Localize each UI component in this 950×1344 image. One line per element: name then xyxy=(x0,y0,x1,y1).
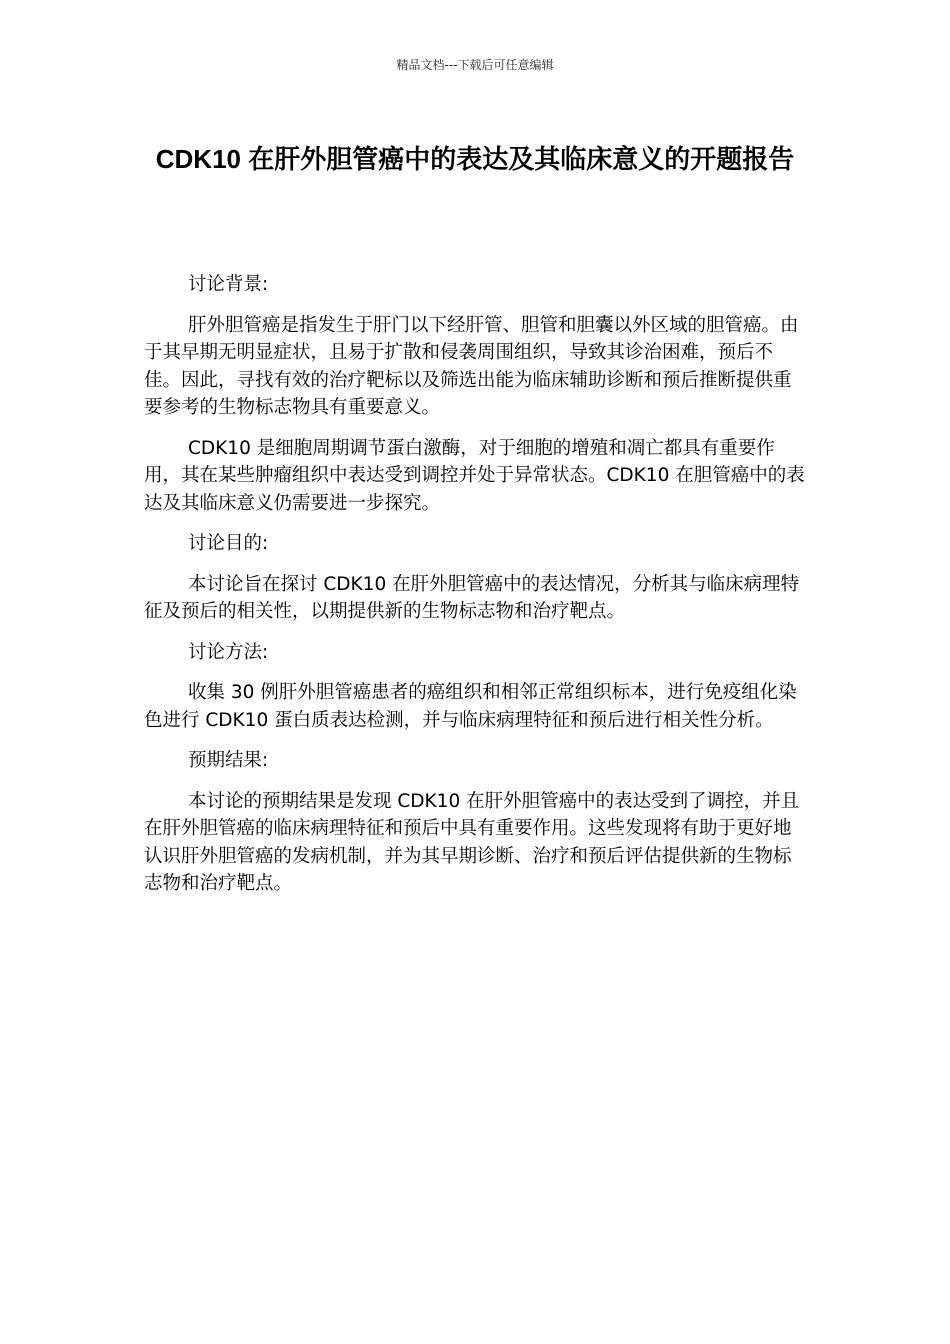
method-heading: 讨论方法: xyxy=(188,641,269,663)
method-paragraph: 收集 30 例肝外胆管癌患者的癌组织和相邻正常组织标本，进行免疫组化染色进行 CDK10 蛋白质表达检测，并与临床病理特征和预后进行相关性分析。 xyxy=(144,682,797,731)
results-paragraph: 本讨论的预期结果是发现 CDK10 在肝外胆管癌中的表达受到了调控，并且在肝外胆管癌的临床病理特征和预后中具有重要作用。这些发现将有助于更好地认识肝外胆管癌的发病机制，并为其早期诊断、治疗和预后评估提供新的生物标志物和治疗靶点。 xyxy=(144,790,800,894)
document-body xyxy=(144,271,806,911)
purpose-paragraph: 本讨论旨在探讨 CDK10 在肝外胆管癌中的表达情况，分析其与临床病理特征及预后的相关性，以期提供新的生物标志物和治疗靶点。 xyxy=(144,573,800,622)
purpose-heading: 讨论目的: xyxy=(188,533,269,554)
header-note: 精品文档---下载后可任意编辑 xyxy=(396,58,554,72)
background-heading: 讨论背景: xyxy=(188,274,269,295)
document-title: CDK10 在肝外胆管癌中的表达及其临床意义的开题报告 xyxy=(155,144,795,174)
results-heading: 预期结果: xyxy=(188,750,269,771)
background-paragraph-1: 肝外胆管癌是指发生于肝门以下经肝管、胆管和胆囊以外区域的胆管癌。由于其早期无明显症状，且易于扩散和侵袭周围组织，导致其诊治困难，预后不佳。因此，寻找有效的治疗靶标以及筛选出能为临床辅助诊断和预后推断提供重要参考的生物标志物具有重要意义。 xyxy=(144,314,799,418)
background-paragraph-2: CDK10 是细胞周期调节蛋白激酶，对于细胞的增殖和凋亡都具有重要作用，其在某些肿瘤组织中表达受到调控并处于异常状态。CDK10 在胆管癌中的表达及其临床意义仍需要进一步探究。 xyxy=(144,437,805,514)
